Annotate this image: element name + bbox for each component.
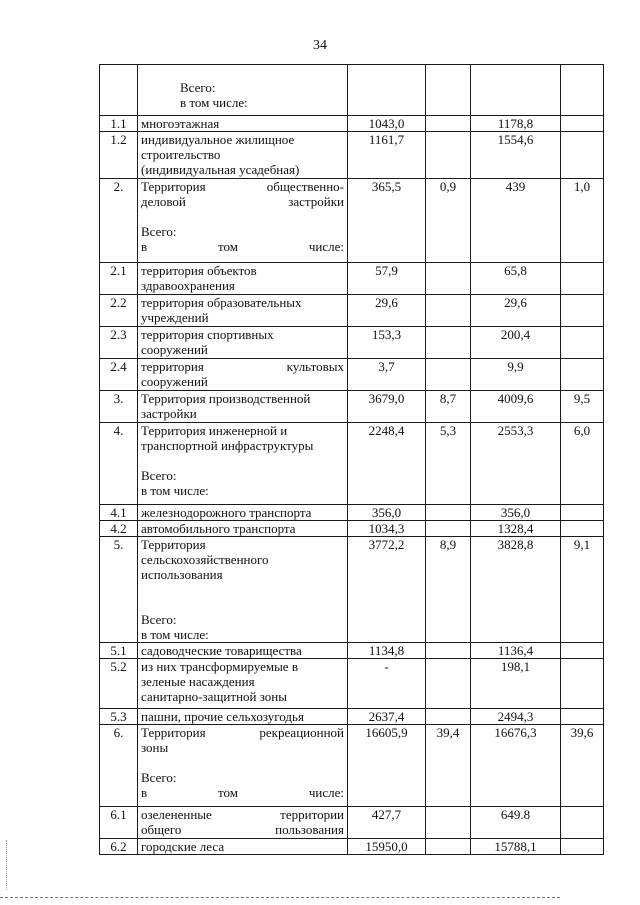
area-planned: 356,0 <box>471 505 561 521</box>
percent-planned <box>561 295 604 327</box>
row-number: 6.2 <box>100 839 138 855</box>
row-number: 2.2 <box>100 295 138 327</box>
row-name: многоэтажная <box>138 116 348 132</box>
table-row <box>100 423 604 505</box>
row-number: 2. <box>100 179 138 263</box>
row-number: 4.2 <box>100 521 138 537</box>
table-row <box>100 359 604 391</box>
row-number: 4. <box>100 423 138 505</box>
area-planned: 29,6 <box>471 295 561 327</box>
area-existing: 29,6 <box>348 295 426 327</box>
table-row <box>100 807 604 839</box>
percent-existing <box>426 521 471 537</box>
percent-existing <box>426 505 471 521</box>
row-number: 1.2 <box>100 132 138 179</box>
percent-planned <box>561 327 604 359</box>
row-number <box>100 65 138 116</box>
scan-bottom-line <box>0 897 560 898</box>
percent-existing: 0,9 <box>426 179 471 263</box>
area-planned: 15788,1 <box>471 839 561 855</box>
percent-existing <box>426 263 471 295</box>
table-row <box>100 263 604 295</box>
percent-existing: 8,9 <box>426 537 471 643</box>
table-row <box>100 391 604 423</box>
percent-existing <box>426 839 471 855</box>
percent-planned <box>561 521 604 537</box>
percent-existing <box>426 295 471 327</box>
table-row <box>100 132 604 179</box>
row-name: автомобильного транспорта <box>138 521 348 537</box>
percent-planned <box>561 132 604 179</box>
area-existing: 1034,3 <box>348 521 426 537</box>
area-existing <box>348 65 426 116</box>
area-existing: 15950,0 <box>348 839 426 855</box>
row-name: железнодорожного транспорта <box>138 505 348 521</box>
row-name: территория культовых сооружений <box>138 359 348 391</box>
percent-planned: 9,5 <box>561 391 604 423</box>
percent-existing <box>426 132 471 179</box>
area-planned: 1328,4 <box>471 521 561 537</box>
percent-planned <box>561 505 604 521</box>
table-row <box>100 521 604 537</box>
row-name: пашни, прочие сельхозугодья <box>138 709 348 725</box>
table-row <box>100 505 604 521</box>
percent-planned: 9,1 <box>561 537 604 643</box>
area-planned: 439 <box>471 179 561 263</box>
percent-planned <box>561 65 604 116</box>
area-existing: 1134,8 <box>348 643 426 659</box>
row-number: 5.1 <box>100 643 138 659</box>
row-number: 6. <box>100 725 138 807</box>
scan-edge-mark <box>6 840 7 890</box>
table-row <box>100 839 604 855</box>
row-name: городские леса <box>138 839 348 855</box>
table-row <box>100 116 604 132</box>
row-number: 2.3 <box>100 327 138 359</box>
area-existing: 1043,0 <box>348 116 426 132</box>
table-row <box>100 179 604 263</box>
row-number: 5.2 <box>100 659 138 709</box>
percent-existing <box>426 709 471 725</box>
row-name: из них трансформируемые в зеленые насаждения санитарно-защитной зоны <box>138 659 348 709</box>
area-planned <box>471 65 561 116</box>
area-existing: 16605,9 <box>348 725 426 807</box>
area-existing: 3,7 <box>348 359 426 391</box>
area-planned: 200,4 <box>471 327 561 359</box>
area-existing: 2637,4 <box>348 709 426 725</box>
row-name: садоводческие товарищества <box>138 643 348 659</box>
row-number: 5. <box>100 537 138 643</box>
land-use-table <box>99 64 604 855</box>
table-row <box>100 65 604 116</box>
row-name: Территория рекреационной зоны Всего: в том числе: <box>138 725 348 807</box>
percent-existing <box>426 643 471 659</box>
percent-planned <box>561 709 604 725</box>
percent-planned: 1,0 <box>561 179 604 263</box>
row-number: 2.1 <box>100 263 138 295</box>
area-existing: 3772,2 <box>348 537 426 643</box>
row-number: 4.1 <box>100 505 138 521</box>
row-name: озелененные территории общего пользования <box>138 807 348 839</box>
percent-planned <box>561 263 604 295</box>
area-planned: 1136,4 <box>471 643 561 659</box>
area-existing: 2248,4 <box>348 423 426 505</box>
area-existing: - <box>348 659 426 709</box>
area-planned: 4009,6 <box>471 391 561 423</box>
percent-planned <box>561 659 604 709</box>
row-name: территория спортивных сооружений <box>138 327 348 359</box>
percent-planned <box>561 643 604 659</box>
percent-existing <box>426 807 471 839</box>
table-row <box>100 643 604 659</box>
area-existing: 153,3 <box>348 327 426 359</box>
area-planned: 2553,3 <box>471 423 561 505</box>
table-row <box>100 537 604 643</box>
table-row <box>100 725 604 807</box>
row-number: 1.1 <box>100 116 138 132</box>
area-existing: 427,7 <box>348 807 426 839</box>
row-name: территория образовательных учреждений <box>138 295 348 327</box>
row-name: Территория инженерной и транспортной инфраструктуры Всего: в том числе: <box>138 423 348 505</box>
row-name: индивидуальное жилищное строительство (индивидуальная усадебная) <box>138 132 348 179</box>
row-name: Территория сельскохозяйственного использования Всего: в том числе: <box>138 537 348 643</box>
row-name: территория объектов здравоохранения <box>138 263 348 295</box>
percent-planned <box>561 807 604 839</box>
percent-existing: 39,4 <box>426 725 471 807</box>
percent-existing <box>426 116 471 132</box>
area-planned: 1554,6 <box>471 132 561 179</box>
percent-existing: 8,7 <box>426 391 471 423</box>
area-existing: 57,9 <box>348 263 426 295</box>
row-name: Территория общественно- деловой застройки Всего: в том числе: <box>138 179 348 263</box>
table-row <box>100 709 604 725</box>
area-planned: 649.8 <box>471 807 561 839</box>
area-planned: 16676,3 <box>471 725 561 807</box>
table-row <box>100 659 604 709</box>
area-planned: 65,8 <box>471 263 561 295</box>
area-existing: 356,0 <box>348 505 426 521</box>
percent-planned <box>561 359 604 391</box>
row-name: Территория производственной застройки <box>138 391 348 423</box>
row-number: 5.3 <box>100 709 138 725</box>
area-planned: 9,9 <box>471 359 561 391</box>
row-number: 6.1 <box>100 807 138 839</box>
row-number: 2.4 <box>100 359 138 391</box>
area-planned: 3828,8 <box>471 537 561 643</box>
percent-existing: 5,3 <box>426 423 471 505</box>
percent-existing <box>426 359 471 391</box>
area-existing: 1161,7 <box>348 132 426 179</box>
area-planned: 2494,3 <box>471 709 561 725</box>
page-number: 34 <box>313 38 327 53</box>
area-planned: 1178,8 <box>471 116 561 132</box>
percent-planned <box>561 116 604 132</box>
row-name: Всего: в том числе: <box>138 65 348 116</box>
area-planned: 198,1 <box>471 659 561 709</box>
percent-planned <box>561 839 604 855</box>
area-existing: 3679,0 <box>348 391 426 423</box>
percent-planned: 39,6 <box>561 725 604 807</box>
percent-planned: 6,0 <box>561 423 604 505</box>
percent-existing <box>426 327 471 359</box>
percent-existing <box>426 659 471 709</box>
table-row <box>100 327 604 359</box>
table-row <box>100 295 604 327</box>
row-number: 3. <box>100 391 138 423</box>
percent-existing <box>426 65 471 116</box>
area-existing: 365,5 <box>348 179 426 263</box>
